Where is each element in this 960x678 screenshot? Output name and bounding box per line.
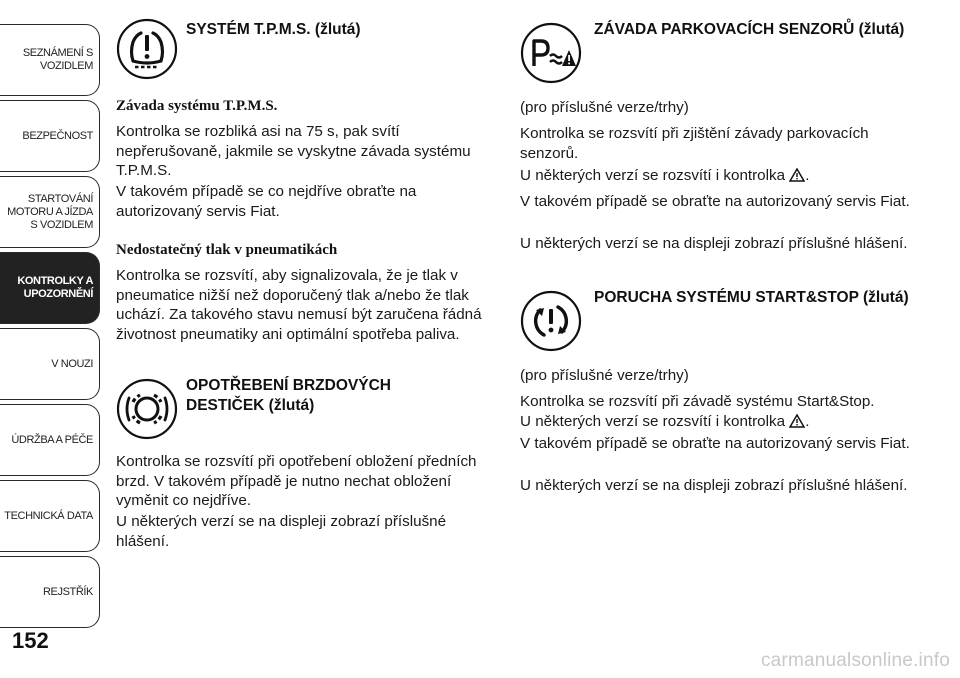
tpms-fault-text-2: V takovém případě se co nejdříve obraťte na autorizovaný servis Fiat. <box>116 183 417 220</box>
parking-text-2: U některých verzí se rozsvítí i kontrolka . <box>520 167 810 184</box>
brake-pad-wear-icon <box>116 378 178 440</box>
parking-versions: (pro příslušné verze/trhy) <box>520 99 689 116</box>
parking-sensor-fault-icon <box>520 22 582 84</box>
start-stop-fault-icon <box>520 290 582 352</box>
tpms-fault-text: Kontrolka se rozbliká asi na 75 s, pak svítí nepřerušovaně, jakmile se vyskytne závada systému T.P.M.S. <box>116 123 471 179</box>
tpms-title: SYSTÉM T.P.M.S. (žlutá) <box>186 21 361 38</box>
tab-seznameni[interactable]: SEZNÁMENÍ S VOZIDLEM <box>0 24 100 96</box>
parking-title: ZÁVADA PARKOVACÍCH SENZORŮ (žlutá) <box>594 21 905 38</box>
tab-bezpecnost[interactable]: BEZPEČNOST <box>0 100 100 172</box>
parking-text-1: Kontrolka se rozsvítí při zjištění závady parkovacích senzorů. <box>520 125 869 162</box>
startstop-versions: (pro příslušné verze/trhy) <box>520 367 689 384</box>
startstop-text-2: V takovém případě se obraťte na autorizovaný servis Fiat. <box>520 435 910 452</box>
chapter-tabs <box>0 0 104 678</box>
startstop-text-1: Kontrolka se rozsvítí při závadě systému Start&Stop. U některých verzí se rozsvítí i kontrolka . <box>520 393 875 430</box>
brakes-text-1: Kontrolka se rozsvítí při opotřebení obložení předních brzd. V takovém případě je nutno nechat obložení vyměnit co nejdříve. <box>116 453 477 509</box>
tab-kontrolky[interactable]: KONTROLKY A UPOZORNĚNÍ <box>0 252 100 324</box>
brakes-text-2: U některých verzí se na displeji zobrazí příslušné hlášení. <box>116 513 447 550</box>
tab-udrzba[interactable]: ÚDRŽBA A PÉČE <box>0 404 100 476</box>
watermark: carmanualsonline.info <box>760 650 950 671</box>
startstop-title: PORUCHA SYSTÉMU START&STOP (žlutá) <box>594 289 909 306</box>
tpms-warning-icon <box>116 18 178 80</box>
startstop-text-3: U některých verzí se na displeji zobrazí příslušné hlášení. <box>520 477 908 494</box>
warning-triangle-icon <box>789 168 805 182</box>
tab-v-nouzi[interactable]: V NOUZI <box>0 328 100 400</box>
brakes-title: OPOTŘEBENÍ BRZDOVÝCH DESTIČEK (žlutá) <box>186 377 391 414</box>
parking-text-4: U některých verzí se na displeji zobrazí příslušné hlášení. <box>520 235 908 252</box>
tab-technicka-data[interactable]: TECHNICKÁ DATA <box>0 480 100 552</box>
warning-triangle-icon <box>789 414 805 428</box>
parking-text-3: V takovém případě se obraťte na autorizovaný servis Fiat. <box>520 193 910 210</box>
tpms-fault-heading: Závada systému T.P.M.S. <box>116 98 278 114</box>
tab-rejstrik[interactable]: REJSTŘÍK <box>0 556 100 628</box>
tpms-pressure-text: Kontrolka se rozsvítí, aby signalizovala, že je tlak v pneumatice nižší než doporučený tlak a/nebo že tlak uchází. Za takového stavu nemusí být zaručena řádná životnost pneumatiky ani optimální spotřeba paliva. <box>116 267 482 343</box>
tpms-pressure-heading: Nedostatečný tlak v pneumatikách <box>116 242 338 258</box>
page-number: 152 <box>12 628 49 653</box>
tab-startovani[interactable]: STARTOVÁNÍ MOTORU A JÍZDA S VOZIDLEM <box>0 176 100 248</box>
